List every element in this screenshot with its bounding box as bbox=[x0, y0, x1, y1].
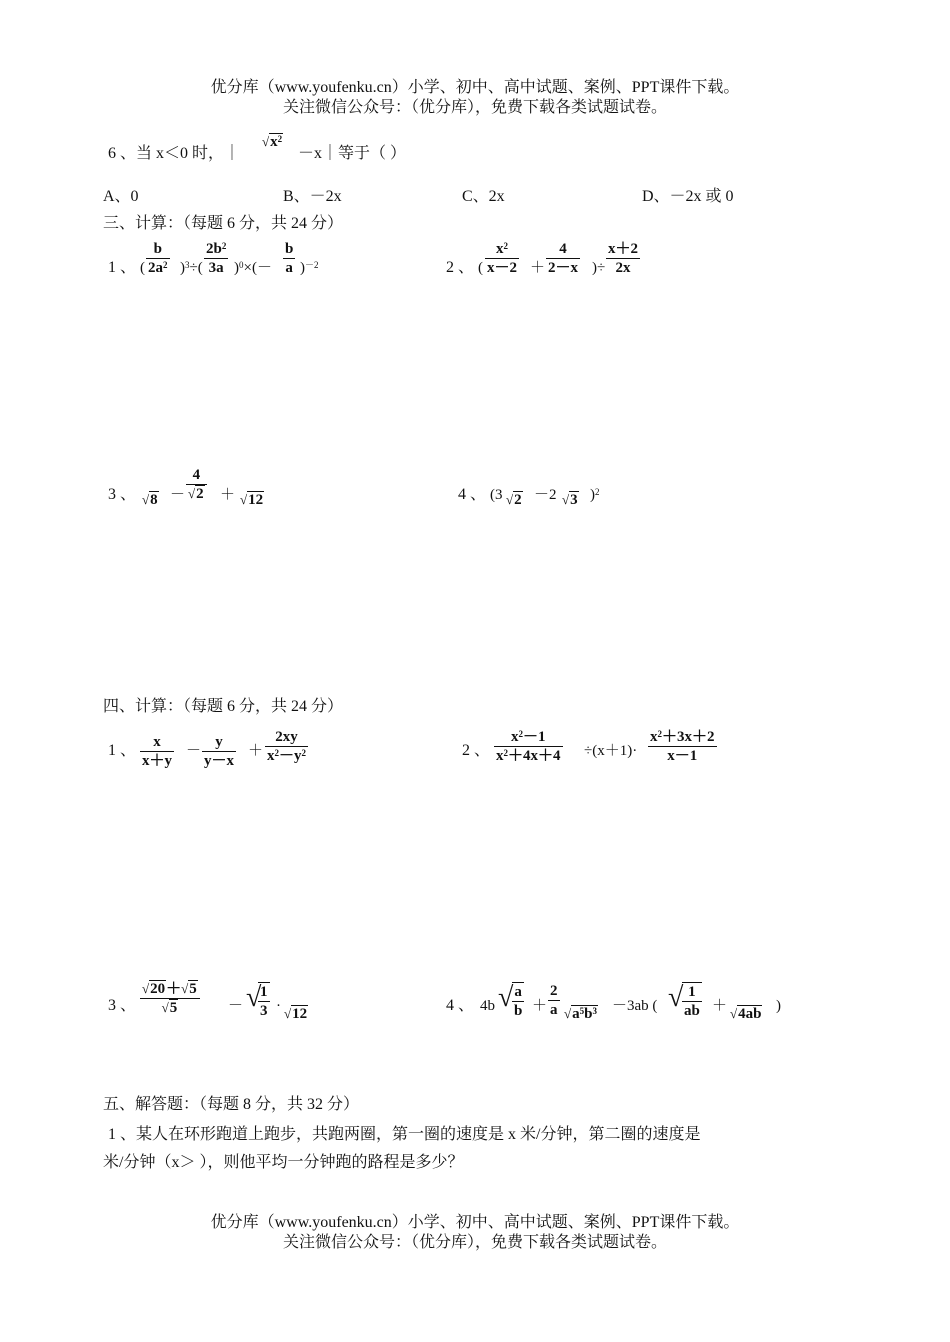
s5-q1-line-2: 米/分钟（x＞ ），则他平均一分钟跑的路程是多少？ bbox=[103, 1154, 464, 1171]
q6-option-a: A、0 bbox=[103, 188, 139, 205]
s4-q3-sqrt-frac: $\frac{1}{3}$ bbox=[260, 984, 268, 1019]
s3-q1-frac-3: $\frac{b}{a}$ bbox=[285, 241, 294, 276]
s4-q4-frac-2: $\frac{2}{a}$ bbox=[550, 983, 558, 1018]
header-line-2: 关注微信公众号：（优分库），免费下载各类试题试卷。 bbox=[282, 99, 667, 116]
s4-q1-frac-2: $\frac{y}{y-x}$ bbox=[204, 734, 235, 769]
s4-q4-label: 4 、 bbox=[446, 997, 475, 1014]
header-line-1: 优分库（www.youfenku.cn）小学、初中、高中试题、案例、PPT课件下载。 bbox=[210, 79, 740, 96]
s3-q1-frac-2: $\frac{2b^2}{3a}$ bbox=[206, 241, 227, 276]
q6-sqrt: $√x^2$ bbox=[262, 134, 283, 150]
section-4-title: 四、计算：（每题 6 分，共 24 分） bbox=[103, 698, 344, 715]
s3-q2-frac-1: $\frac{x^2}{x-2}$ bbox=[487, 241, 518, 276]
s3-q1-label: 1 、 bbox=[108, 259, 137, 276]
s4-q4-sqrt-frac-3: $\frac{1}{ab}$ bbox=[684, 984, 700, 1019]
s3-q3-label: 3 、 bbox=[108, 486, 137, 503]
s3-q3-frac: $\frac{4}{√2}$ bbox=[186, 466, 207, 503]
s4-q3-label: 3 、 bbox=[108, 997, 137, 1014]
s3-q2-label: 2 、 bbox=[446, 259, 475, 276]
s4-q4-sqrt-frac-1: $\frac{a}{b}$ bbox=[514, 984, 523, 1019]
s5-q1-line-1: 1 、某人在环形跑道上跑步，共跑两圈，第一圈的速度是 x 米/分钟，第二圈的速度是 bbox=[108, 1126, 701, 1143]
section-3-title: 三、计算：（每题 6 分，共 24 分） bbox=[103, 215, 344, 232]
s4-q1-frac-1: $\frac{x}{x+y}$ bbox=[142, 734, 173, 769]
q6-option-d: D、－2x 或 0 bbox=[642, 188, 734, 205]
q6-option-c: C、2x bbox=[462, 188, 505, 205]
s4-q1-label: 1 、 bbox=[108, 742, 137, 759]
s4-q3-frac: $\frac{√20+√5}{√5}$ bbox=[140, 980, 200, 1017]
s3-q2-frac-3: $\frac{x+2}{2x}$ bbox=[608, 241, 639, 276]
s4-q2-frac-1: $\frac{x^2-1}{x^2+4x+4}$ bbox=[496, 729, 561, 764]
section-5-title: 五、解答题：（每题 8 分，共 32 分） bbox=[103, 1096, 360, 1113]
q6-prefix: 6 、当 x＜0 时，｜ bbox=[108, 145, 241, 162]
q6-option-b: B、－2x bbox=[283, 188, 342, 205]
footer-line-2: 关注微信公众号：（优分库），免费下载各类试题试卷。 bbox=[282, 1234, 667, 1251]
footer-line-1: 优分库（www.youfenku.cn）小学、初中、高中试题、案例、PPT课件下载。 bbox=[210, 1214, 740, 1231]
s3-q1-frac-1: $\frac{b}{2a^2}$ bbox=[148, 241, 168, 276]
q6-suffix: －x｜等于（ ） bbox=[298, 145, 407, 162]
s4-q2-label: 2 、 bbox=[462, 742, 491, 759]
s3-q4-label: 4 、 bbox=[458, 486, 487, 503]
s4-q2-frac-2: $\frac{x^2+3x+2}{x-1}$ bbox=[650, 729, 715, 764]
s3-q2-frac-2: $\frac{4}{2-x}$ bbox=[548, 241, 579, 276]
s4-q1-frac-3: $\frac{2xy}{x^2-y^2}$ bbox=[267, 729, 307, 764]
